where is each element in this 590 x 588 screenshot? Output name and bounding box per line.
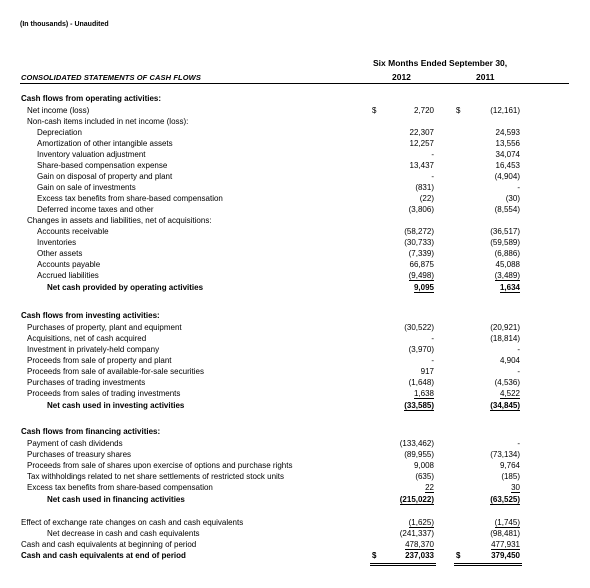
value-2011: (185) <box>501 472 520 481</box>
row-label: Net cash provided by operating activities <box>47 283 204 292</box>
row-label: Net cash used in financing activities <box>47 495 185 504</box>
value-2011: 34,074 <box>495 150 520 159</box>
row-label: Other assets <box>37 249 83 258</box>
table-row <box>0 238 590 249</box>
value-2011: - <box>517 183 520 192</box>
row-label: Excess tax benefits from share-based compensation <box>37 194 223 203</box>
financing-total-row <box>0 495 590 506</box>
value-2012: 1,638 <box>413 389 434 398</box>
value-2011: (20,921) <box>490 323 520 332</box>
row-label: Non-cash items included in net income (loss): <box>27 117 189 126</box>
value-2012: (1,625) <box>408 518 434 527</box>
investing-heading-row <box>0 311 590 322</box>
value-2011: 9,764 <box>499 461 520 470</box>
value-2012: 478,370 <box>405 540 434 549</box>
row-label: Cash and cash equivalents at beginning of period <box>21 540 197 549</box>
value-2012: 66,875 <box>409 260 434 269</box>
value-2011: (4,904) <box>494 172 520 181</box>
value-2011: (1,745) <box>494 518 520 527</box>
table-row <box>0 472 590 483</box>
dollar-sign: $ <box>372 106 377 115</box>
table-row <box>0 194 590 205</box>
value-2011: 30 <box>511 483 520 492</box>
row-label: Purchases of treasury shares <box>27 450 132 459</box>
value-2012: 917 <box>420 367 434 376</box>
row-label: Acquisitions, net of cash acquired <box>27 334 147 343</box>
value-2012: (30,522) <box>404 323 434 332</box>
value-2011: (36,517) <box>490 227 520 236</box>
period-title: Six Months Ended September 30, <box>373 58 508 68</box>
table-row <box>0 205 590 216</box>
value-2012: - <box>431 150 434 159</box>
value-2012: (3,970) <box>408 345 434 354</box>
operating-heading-row <box>0 94 590 105</box>
investing-total-row <box>0 401 590 412</box>
row-label: Deferred income taxes and other <box>37 205 154 214</box>
table-row <box>0 529 590 540</box>
table-row <box>0 161 590 172</box>
value-2012: (635) <box>415 472 434 481</box>
value-2011: 13,556 <box>495 139 520 148</box>
table-row <box>0 117 590 128</box>
value-2011: - <box>517 367 520 376</box>
year-2012-header: 2012 <box>392 72 411 82</box>
row-label: Accrued liabilities <box>37 271 99 280</box>
value-2012: 237,033 <box>405 551 434 560</box>
value-2011: 379,450 <box>491 551 520 560</box>
dollar-sign: $ <box>456 106 461 115</box>
row-label: Payment of cash dividends <box>27 439 123 448</box>
value-2012: (22) <box>419 194 434 203</box>
table-row <box>0 334 590 345</box>
year-2011-header: 2011 <box>476 72 495 82</box>
table-row <box>0 106 590 117</box>
financing-heading: Cash flows from financing activities: <box>21 427 161 436</box>
table-row <box>0 461 590 472</box>
value-2012: 22,307 <box>409 128 434 137</box>
statement-title: CONSOLIDATED STATEMENTS OF CASH FLOWS <box>21 73 201 82</box>
table-row <box>0 150 590 161</box>
row-label: Purchases of trading investments <box>27 378 146 387</box>
row-label: Gain on sale of investments <box>37 183 136 192</box>
value-2011: 45,088 <box>495 260 520 269</box>
value-2012: (30,733) <box>404 238 434 247</box>
value-2011: 24,593 <box>495 128 520 137</box>
table-row <box>0 389 590 400</box>
ending-cash-row <box>0 551 590 562</box>
table-row <box>0 450 590 461</box>
value-2012: (58,272) <box>404 227 434 236</box>
value-2012: - <box>431 334 434 343</box>
value-2012: 2,720 <box>413 106 434 115</box>
row-label: Share-based compensation expense <box>37 161 168 170</box>
row-label: Depreciation <box>37 128 82 137</box>
financing-heading-row <box>0 427 590 438</box>
double-rule-2011 <box>454 563 522 566</box>
double-rule-2012 <box>370 563 436 566</box>
row-label: Changes in assets and liabilities, net of acquisitions: <box>27 216 212 225</box>
value-2012: (7,339) <box>408 249 434 258</box>
value-2012: (241,337) <box>399 529 434 538</box>
row-label: Net income (loss) <box>27 106 90 115</box>
row-label: Purchases of property, plant and equipment <box>27 323 182 332</box>
row-label: Proceeds from sale of property and plant <box>27 356 172 365</box>
value-2011: (63,525) <box>490 495 520 504</box>
value-2012: 13,437 <box>409 161 434 170</box>
value-2011: (18,814) <box>490 334 520 343</box>
value-2011: (3,489) <box>494 271 520 280</box>
table-row <box>0 345 590 356</box>
table-row <box>0 249 590 260</box>
value-2011: - <box>517 439 520 448</box>
value-2011: (34,845) <box>490 401 520 410</box>
value-2012: (831) <box>415 183 434 192</box>
row-label: Gain on disposal of property and plant <box>37 172 173 181</box>
table-row <box>0 271 590 282</box>
value-2012: - <box>431 172 434 181</box>
operating-total-row <box>0 283 590 294</box>
row-label: Effect of exchange rate changes on cash and cash equivalents <box>21 518 244 527</box>
operating-heading: Cash flows from operating activities: <box>21 94 162 103</box>
value-2011: (8,554) <box>494 205 520 214</box>
value-2012: 12,257 <box>409 139 434 148</box>
row-label: Tax withholdings related to net share settlements of restricted stock units <box>27 472 285 481</box>
value-2012: (3,806) <box>408 205 434 214</box>
dollar-sign: $ <box>456 551 461 560</box>
value-2012: (9,498) <box>408 271 434 280</box>
table-row <box>0 323 590 334</box>
value-2011: (98,481) <box>490 529 520 538</box>
row-label: Proceeds from sale of available-for-sale securities <box>27 367 204 376</box>
row-label: Excess tax benefits from share-based compensation <box>27 483 213 492</box>
row-label: Proceeds from sales of trading investments <box>27 389 181 398</box>
value-2012: (89,955) <box>404 450 434 459</box>
table-row <box>0 260 590 271</box>
value-2011: (12,161) <box>490 106 520 115</box>
value-2012: (1,648) <box>408 378 434 387</box>
value-2012: 9,008 <box>413 461 434 470</box>
value-2012: 22 <box>425 483 434 492</box>
table-row <box>0 183 590 194</box>
value-2011: (4,536) <box>494 378 520 387</box>
value-2012: (133,462) <box>399 439 434 448</box>
value-2011: 4,904 <box>499 356 520 365</box>
value-2012: 9,095 <box>413 283 434 292</box>
table-row <box>0 356 590 367</box>
table-row <box>0 439 590 450</box>
value-2011: 16,453 <box>495 161 520 170</box>
value-2011: (73,134) <box>490 450 520 459</box>
header-rule <box>20 83 569 84</box>
table-row <box>0 518 590 529</box>
table-row <box>0 172 590 183</box>
row-label: Accounts receivable <box>37 227 109 236</box>
row-label: Investment in privately-held company <box>27 345 160 354</box>
value-2012: (215,022) <box>399 495 434 504</box>
value-2011: (59,589) <box>490 238 520 247</box>
table-row <box>0 128 590 139</box>
value-2011: 1,634 <box>499 283 520 292</box>
row-label: Proceeds from sale of shares upon exercise of options and purchase rights <box>27 461 293 470</box>
row-label: Inventory valuation adjustment <box>37 150 146 159</box>
unit-note: (In thousands) - Unaudited <box>20 21 109 28</box>
table-row <box>0 227 590 238</box>
value-2011: 477,931 <box>491 540 520 549</box>
table-row <box>0 139 590 150</box>
row-label: Cash and cash equivalents at end of period <box>21 551 186 560</box>
dollar-sign: $ <box>372 551 377 560</box>
value-2011: (6,886) <box>494 249 520 258</box>
value-2012: - <box>431 356 434 365</box>
row-label: Inventories <box>37 238 77 247</box>
row-label: Net cash used in investing activities <box>47 401 185 410</box>
table-row <box>0 216 590 227</box>
value-2011: 4,522 <box>499 389 520 398</box>
row-label: Amortization of other intangible assets <box>37 139 173 148</box>
value-2011: - <box>517 345 520 354</box>
investing-heading: Cash flows from investing activities: <box>21 311 160 320</box>
value-2012: (33,585) <box>404 401 434 410</box>
table-row <box>0 540 590 551</box>
row-label: Accounts payable <box>37 260 101 269</box>
table-row <box>0 483 590 494</box>
table-row <box>0 367 590 378</box>
table-row <box>0 378 590 389</box>
row-label: Net decrease in cash and cash equivalents <box>47 529 200 538</box>
value-2011: (30) <box>505 194 520 203</box>
